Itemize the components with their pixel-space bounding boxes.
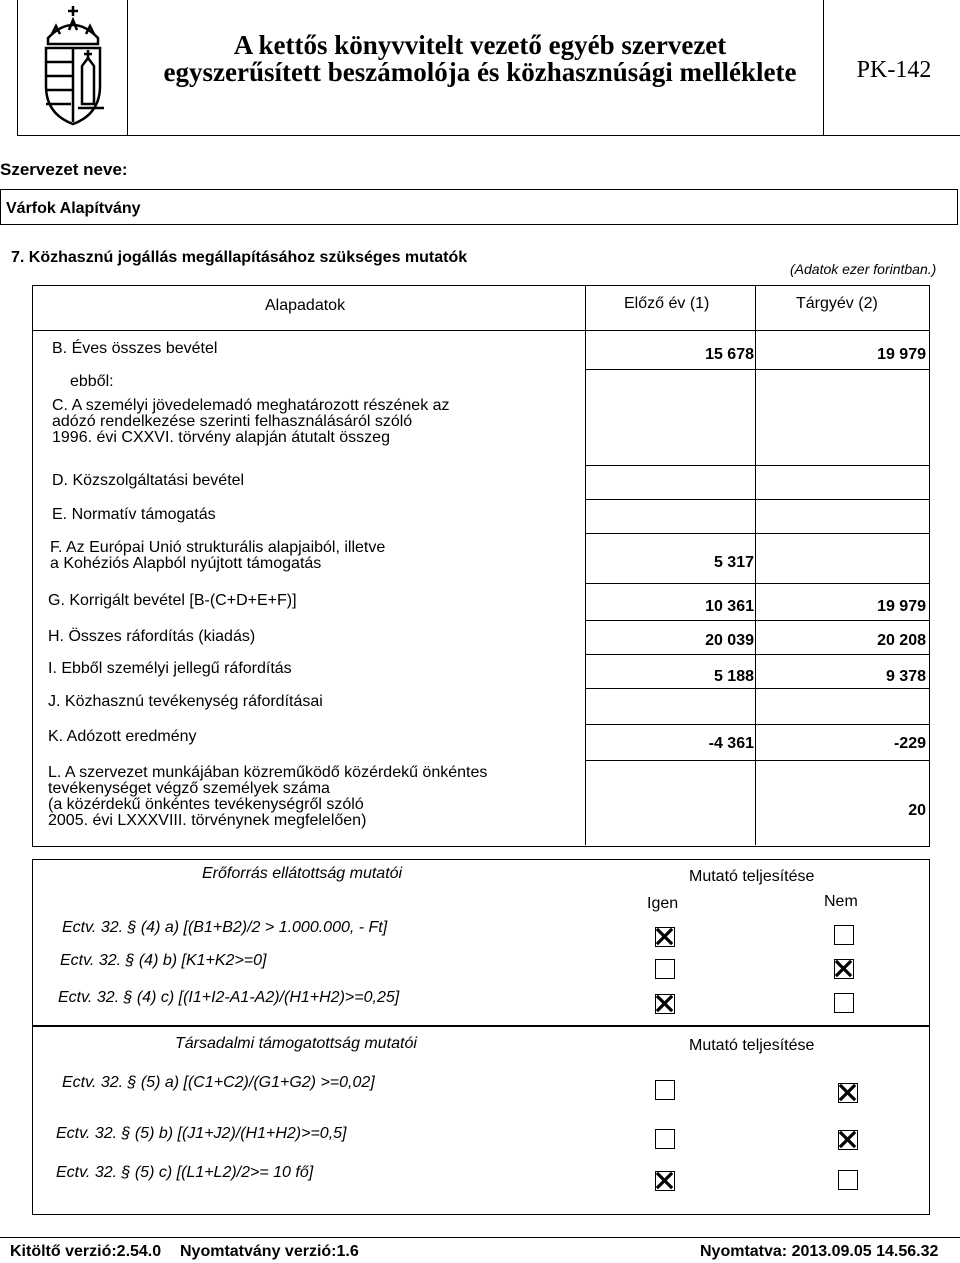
row-i-label: I. Ebből személyi jellegű ráfordítás xyxy=(48,660,292,677)
row-line xyxy=(585,499,930,500)
row-l-label-3: (a közérdekű önkéntes tevékenységről szóló xyxy=(48,796,364,813)
resources-title: Erőforrás ellátottság mutatói xyxy=(202,865,403,882)
social-b-yes-checkbox[interactable] xyxy=(655,1129,675,1149)
form-version: Nyomtatvány verzió:1.6 xyxy=(180,1243,359,1260)
row-line xyxy=(585,620,930,621)
social-a-yes-checkbox[interactable] xyxy=(655,1080,675,1100)
check-x-icon xyxy=(839,1084,856,1101)
row-h-label: H. Összes ráfordítás (kiadás) xyxy=(48,628,256,645)
row-h-prev: 20 039 xyxy=(705,632,754,649)
section-title: 7. Közhasznú jogállás megállapításához szükséges mutatók xyxy=(11,249,468,266)
header-divider-right xyxy=(823,0,824,135)
resource-b-no-checkbox[interactable] xyxy=(834,959,854,979)
row-l-label-1: L. A szervezet munkájában közreműködő közérdekű önkéntes xyxy=(48,764,488,781)
row-i-curr: 9 378 xyxy=(885,668,926,685)
row-j-label: J. Közhasznú tevékenység ráfordításai xyxy=(48,693,323,710)
row-b-curr: 19 979 xyxy=(877,346,926,363)
social-title: Társadalmi támogatottság mutatói xyxy=(175,1035,417,1052)
coat-of-arms-icon xyxy=(38,4,108,128)
resources-fulfil-header: Mutató teljesítése xyxy=(689,868,815,885)
page-title-line2: egyszerűsített beszámolója és közhasznúsági melléklete xyxy=(163,57,797,87)
row-g-label: G. Korrigált bevétel [B-(C+D+E+F)] xyxy=(48,592,297,609)
row-k-label: K. Adózott eredmény xyxy=(48,728,197,745)
row-c-label-3: 1996. évi CXXVI. törvény alapján átutalt összeg xyxy=(52,429,390,446)
social-b-no-checkbox[interactable] xyxy=(838,1130,858,1150)
row-l-curr: 20 xyxy=(908,802,926,819)
filler-version: Kitöltő verzió:2.54.0 xyxy=(10,1243,162,1260)
form-code: PK-142 xyxy=(856,57,932,83)
resource-c-yes-checkbox[interactable] xyxy=(655,994,675,1014)
resource-indicator-label: Ectv. 32. § (4) a) [(B1+B2)/2 > 1.000.000, - Ft] xyxy=(62,919,388,936)
row-c-label-2: adózó rendelkezése szerinti felhasználásáról szóló xyxy=(52,413,413,430)
row-f-prev: 5 317 xyxy=(713,554,754,571)
row-line xyxy=(585,465,930,466)
check-x-icon xyxy=(839,1131,856,1148)
check-x-icon xyxy=(656,995,673,1012)
row-k-prev: -4 361 xyxy=(708,735,754,752)
check-x-icon xyxy=(656,1172,673,1189)
row-f-label-2: a Kohéziós Alapból nyújtott támogatás xyxy=(50,555,322,572)
row-line xyxy=(585,724,930,725)
row-line xyxy=(585,760,930,761)
row-g-curr: 19 979 xyxy=(877,598,926,615)
col-header-prev: Előző év (1) xyxy=(624,295,710,312)
resources-no-header: Nem xyxy=(824,893,858,910)
row-f-label-1: F. Az Európai Unió strukturális alapjaiból, illetve xyxy=(50,539,386,556)
row-e-label: E. Normatív támogatás xyxy=(52,506,216,523)
page-title-line1: A kettős könyvvitelt vezető egyéb szervezet xyxy=(233,30,727,60)
col-header-curr: Tárgyév (2) xyxy=(796,295,878,312)
unit-note: (Adatok ezer forintban.) xyxy=(790,261,937,277)
social-c-no-checkbox[interactable] xyxy=(838,1170,858,1190)
of-which-label: ebből: xyxy=(70,373,114,390)
resource-indicator-label: Ectv. 32. § (4) b) [K1+K2>=0] xyxy=(60,952,267,969)
social-indicator-label: Ectv. 32. § (5) a) [(C1+C2)/(G1+G2) >=0,02] xyxy=(62,1074,375,1091)
row-g-prev: 10 361 xyxy=(705,598,754,615)
resource-indicator-label: Ectv. 32. § (4) c) [(I1+I2-A1-A2)/(H1+H2)>=0,25] xyxy=(58,989,400,1006)
resource-b-yes-checkbox[interactable] xyxy=(655,959,675,979)
header-divider-left xyxy=(127,0,128,135)
row-line xyxy=(585,654,930,655)
social-a-no-checkbox[interactable] xyxy=(838,1083,858,1103)
social-indicator-label: Ectv. 32. § (5) b) [(J1+J2)/(H1+H2)>=0,5] xyxy=(56,1125,347,1142)
row-l-label-2: tevékenységet végző személyek száma xyxy=(48,780,330,797)
row-line xyxy=(585,583,930,584)
row-line xyxy=(585,369,930,370)
footer-line xyxy=(0,1237,960,1238)
check-x-icon xyxy=(835,960,852,977)
row-b-prev: 15 678 xyxy=(705,346,754,363)
row-h-curr: 20 208 xyxy=(877,632,926,649)
org-name-box xyxy=(0,189,958,225)
resources-yes-header: Igen xyxy=(647,895,679,912)
table-header-line xyxy=(32,330,930,331)
row-c-label-1: C. A személyi jövedelemadó meghatározott részének az xyxy=(52,397,450,414)
social-indicator-label: Ectv. 32. § (5) c) [(L1+L2)/2>= 10 fő] xyxy=(56,1164,314,1181)
org-name-label: Szervezet neve: xyxy=(0,160,128,179)
row-line xyxy=(585,533,930,534)
row-l-label-4: 2005. évi LXXXVIII. törvénynek megfelelően) xyxy=(48,812,367,829)
print-timestamp: Nyomtatva: 2013.09.05 14.56.32 xyxy=(700,1243,939,1260)
row-b-label: B. Éves összes bevétel xyxy=(52,340,218,357)
check-x-icon xyxy=(656,928,673,945)
row-i-prev: 5 188 xyxy=(713,668,754,685)
row-k-curr: -229 xyxy=(893,735,926,752)
resource-a-no-checkbox[interactable] xyxy=(834,925,854,945)
row-line xyxy=(585,688,930,689)
resource-c-no-checkbox[interactable] xyxy=(834,993,854,1013)
social-c-yes-checkbox[interactable] xyxy=(655,1171,675,1191)
resource-a-yes-checkbox[interactable] xyxy=(655,927,675,947)
org-name-value: Várfok Alapítvány xyxy=(6,200,141,217)
row-d-label: D. Közszolgáltatási bevétel xyxy=(52,472,245,489)
social-fulfil-header: Mutató teljesítése xyxy=(689,1037,815,1054)
col-header-basic: Alapadatok xyxy=(265,297,346,314)
